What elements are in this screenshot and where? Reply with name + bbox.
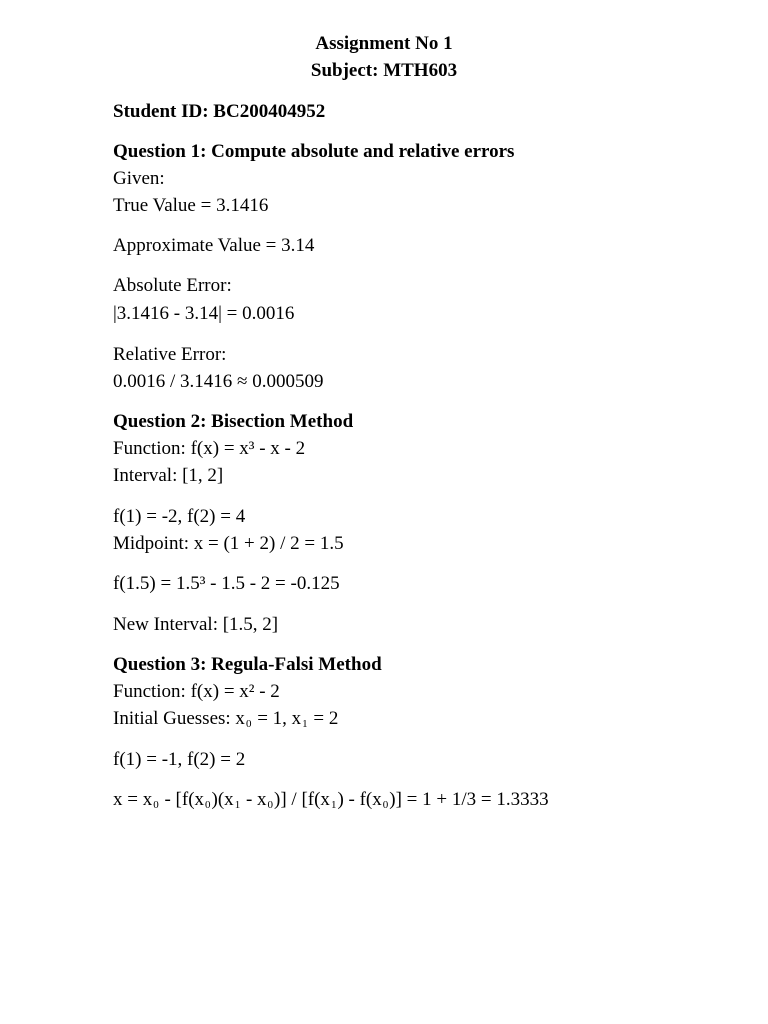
q3-f-values: f(1) = -1, f(2) = 2 xyxy=(113,749,246,770)
formula-subscript-2: 0 xyxy=(205,799,211,811)
q1-heading: Question 1: Compute absolute and relative errors xyxy=(113,141,515,162)
q1-given: Given: xyxy=(113,168,165,189)
formula-text-7: )] = 1 + 1/3 = 1.3333 xyxy=(389,789,549,810)
subscript-1: 1 xyxy=(302,718,308,730)
q1-abs-calc: |3.1416 - 3.14| = 0.0016 xyxy=(113,303,295,324)
formula-text-3: )(x xyxy=(211,789,234,810)
student-id: Student ID: BC200404952 xyxy=(113,101,326,122)
q2-new-interval: New Interval: [1.5, 2] xyxy=(113,614,279,635)
q3-formula xyxy=(113,786,549,819)
q3-guesses xyxy=(113,705,338,738)
q1-abs-label: Absolute Error: xyxy=(113,275,232,296)
q2-f-values: f(1) = -2, f(2) = 4 xyxy=(113,506,246,527)
subscript-0: 0 xyxy=(245,718,252,730)
q1-rel-calc: 0.0016 / 3.1416 ≈ 0.000509 xyxy=(113,371,324,392)
q2-heading: Question 2: Bisection Method xyxy=(113,411,354,432)
q2-f-mid: f(1.5) = 1.5³ - 1.5 - 2 = -0.125 xyxy=(113,573,340,594)
q1-approx-value: Approximate Value = 3.14 xyxy=(113,235,315,256)
subject-title: Subject: MTH603 xyxy=(310,60,458,81)
q1-rel-label: Relative Error: xyxy=(113,344,227,365)
formula-subscript-1: 0 xyxy=(153,799,159,811)
q2-interval: Interval: [1, 2] xyxy=(113,465,224,486)
formula-subscript-5: 1 xyxy=(330,799,337,811)
formula-text-5: )] / [f(x xyxy=(274,789,330,810)
q3-guesses-text-2: = 1, x xyxy=(252,708,302,729)
q3-guesses-text-1: Initial Guesses: x xyxy=(113,708,245,729)
q3-heading: Question 3: Regula-Falsi Method xyxy=(113,654,382,675)
q3-function: Function: f(x) = x² - 2 xyxy=(113,681,280,702)
formula-text-2: - [f(x xyxy=(159,789,205,810)
q2-function: Function: f(x) = x³ - x - 2 xyxy=(113,438,306,459)
formula-subscript-4: 0 xyxy=(267,799,274,811)
formula-subscript-3: 1 xyxy=(234,799,241,811)
q3-guesses-text-3: = 2 xyxy=(308,708,339,729)
formula-text-4: - x xyxy=(241,789,267,810)
formula-text-1: x = x xyxy=(113,789,153,810)
q2-midpoint: Midpoint: x = (1 + 2) / 2 = 1.5 xyxy=(113,533,344,554)
formula-text-6: ) - f(x xyxy=(337,789,382,810)
q1-true-value: True Value = 3.1416 xyxy=(113,195,269,216)
assignment-title: Assignment No 1 xyxy=(315,33,453,54)
formula-subscript-6: 0 xyxy=(382,799,389,811)
